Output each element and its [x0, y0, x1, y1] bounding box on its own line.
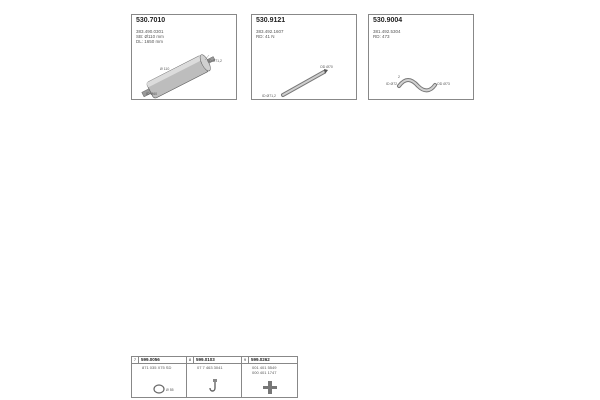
accessory-index: 9 [242, 357, 249, 364]
spec-line: DL: 1650 mm [136, 39, 164, 44]
oe-number: 381.492.5304 [373, 29, 401, 34]
accessory-ref: 001 401 5549 [252, 365, 277, 370]
dimension-label: ID Ø72 [386, 82, 398, 86]
dimension-label: ID Ø71,2 [262, 94, 277, 98]
part-number: 530.7010 [136, 17, 166, 24]
part-number: 530.9004 [373, 17, 403, 24]
part-card-2 [251, 14, 357, 100]
oe-number: 383.492.1607 [256, 29, 284, 34]
part-index-label: 2 [398, 75, 400, 79]
accessories-strip [131, 356, 298, 398]
accessory-code: 599.0103 [196, 357, 215, 362]
pipe-drawing [252, 15, 358, 101]
muffler-drawing [132, 15, 238, 101]
oe-number: 383.490.0301 [136, 29, 164, 34]
dimension-label: ID Ø60 [146, 92, 158, 96]
dimension-label: ID Ø71,2 [208, 59, 223, 63]
dimension-label: Ø 110 [160, 67, 170, 71]
hanger-hook-icon [187, 357, 242, 397]
accessory-code: 599.0262 [251, 357, 270, 362]
dimension-label: OD Ø70 [320, 65, 333, 69]
clamp-ring-icon [132, 357, 187, 397]
accessory-cell [132, 357, 187, 397]
dimension-label: OD Ø73 [437, 82, 450, 86]
part-card-3 [368, 14, 474, 100]
accessory-ref: 07 7 463 3041 [197, 365, 223, 370]
accessory-code: 599.0056 [141, 357, 160, 362]
spec-line: SB: Ø110 mm [136, 34, 164, 39]
part-number: 530.9121 [256, 17, 286, 24]
spec-line: RD: 473 [373, 34, 390, 39]
mounting-bracket-icon [242, 357, 297, 397]
accessory-cell [187, 357, 242, 397]
dimension-label: Ø 55 [166, 388, 174, 392]
accessory-cell [242, 357, 297, 397]
accessory-ref: 000 401 1747 [252, 370, 277, 375]
accessory-index: 7 [132, 357, 139, 364]
part-card-1 [131, 14, 237, 100]
accessory-index: 8 [187, 357, 194, 364]
spec-line: RD: 41 N [256, 34, 275, 39]
accessory-ref: 871 035 X75 SD [142, 365, 172, 370]
bent-pipe-drawing [369, 15, 475, 101]
